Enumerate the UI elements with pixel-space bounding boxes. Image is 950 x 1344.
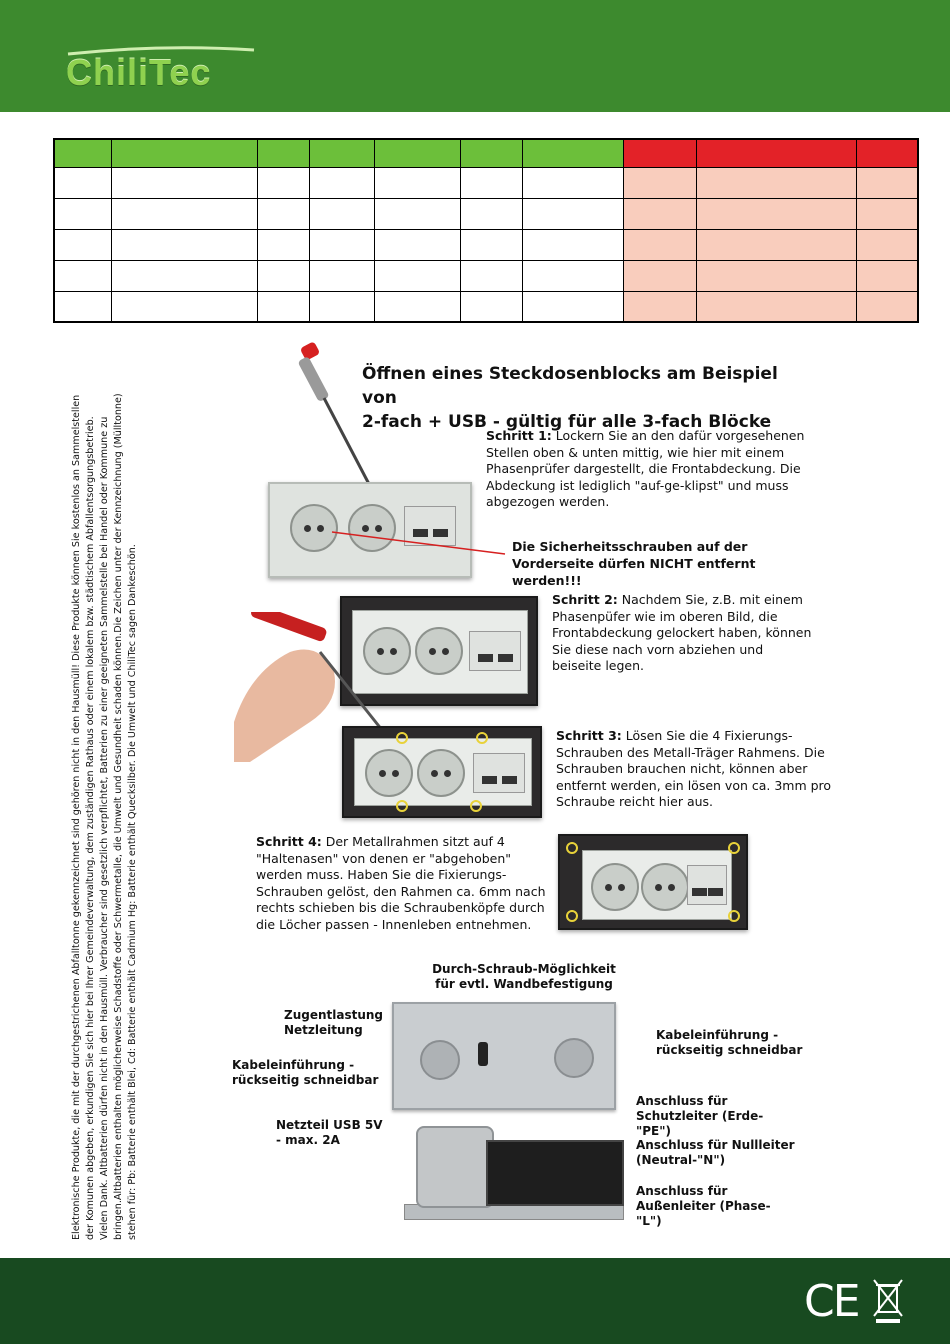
screw-marker-icon: [566, 910, 578, 922]
title-line-2: 2-fach + USB - gültig für alle 3-fach Blöcke: [362, 412, 772, 432]
crossed-bin-icon: [872, 1278, 904, 1324]
screw-marker-icon: [728, 910, 740, 922]
header-bar: [0, 0, 950, 112]
label-l: Anschluss für Außenleiter (Phase-"L"): [636, 1184, 771, 1228]
warning-text: Die Sicherheitsschrauben auf der Vorderseite dürfen NICHT entfernt werden!!!: [512, 539, 756, 588]
table-header-row: [54, 139, 918, 167]
step-2: Schritt 2: Nachdem Sie, z.B. mit einem Phasenpüfer wie im oberen Bild, die Frontabdeckung gelockert haben, können Sie diese nach vorn abziehen und beiseite legen.: [552, 592, 812, 673]
ce-mark: CE: [804, 1276, 859, 1327]
table-row: [54, 229, 918, 260]
screw-marker-icon: [470, 800, 482, 812]
brand-name: ChiliTec: [66, 52, 212, 93]
table-row: [54, 260, 918, 291]
inner-module: [396, 1124, 632, 1224]
label-netzteil: Netzteil USB 5V - max. 2A: [276, 1118, 383, 1147]
label-pe: Anschluss für Schutzleiter (Erde-"PE"): [636, 1094, 764, 1138]
screw-marker-icon: [566, 842, 578, 854]
arrow-icon: [330, 528, 510, 558]
table-row: [54, 291, 918, 322]
screw-marker-icon: [728, 842, 740, 854]
socket-block-screws: [342, 726, 542, 818]
screw-marker-icon: [476, 732, 488, 744]
step-4: Schritt 4: Der Metallrahmen sitzt auf 4 "Haltenasen" von denen er "abgehoben" werden muss. Haben Sie die Fixierungs-Schrauben gelöst, den Rahmen ca. 6mm nach rechts schieben bis die Schraubenköpfe durch die Löcher passen - Innenleben entnehmen.: [256, 834, 546, 932]
disposal-notice: Elektronische Produkte, die mit der durchgestrichenen Abfalltonne gekennzeichnet sind gehören nicht in den Hausmüll! Diese Produkte können Sie kostenlos an Sammelstellen der Komunen abgeben, erkundigen Sie sich hier bei Ihrer Gemeindeverwaltung, dem zuständigen Rathaus oder einem lokalem bzw. städtischem Abfallentsorgungsbetrieb. Vielen Dank. Altbatterien dürfen nicht in den Hausmüll. Verbraucher sind gesetzlich verpflichtet, Batterien zu einer geeigneten Sammelstelle bei Handel oder Kommune zu bringen.Altbatterien enthalten möglicherweise Schadstoffe oder Schwermetalle, die Umwelt und Gesundheit schaden können.Die Zeichen unter der Kennzeichnung (Mülltonne) stehen für: Pb: Batterie enthält Blei, Cd: Batterie enthält Cadmium Hg: Batterie enthält Quecksilber. Die Umwelt und ChiliTec sagen Dankeschön.: [71, 393, 138, 1240]
screw-marker-icon: [396, 732, 408, 744]
screwdriver-icon: [296, 340, 380, 490]
screw-marker-icon: [396, 800, 408, 812]
socket-block-frame: [558, 834, 748, 930]
chilitec-logo: [66, 52, 211, 94]
back-housing: [392, 1002, 616, 1110]
step-3: Schritt 3: Lösen Sie die 4 Fixierungs-Schrauben des Metall-Träger Rahmens. Die Schrauben brauchen nicht, können aber entfernt werden, ein lösen von ca. 3mm pro Schraube reicht hier aus.: [556, 728, 832, 809]
logo-swoosh-icon: [66, 46, 256, 56]
label-n: Anschluss für Nullleiter (Neutral-"N"): [636, 1138, 795, 1167]
table-row: [54, 167, 918, 198]
info-table: [53, 138, 919, 323]
label-zugentlastung: Zugentlastung Netzleitung: [284, 1008, 384, 1037]
table-row: [54, 198, 918, 229]
label-kabel-left: Kabeleinführung - rückseitig schneidbar: [232, 1058, 379, 1087]
label-durch-schraub: Durch-Schraub-Möglichkeit für evtl. Wandbefestigung: [432, 962, 616, 991]
title-line-1: Öffnen eines Steckdosenblocks am Beispiel von: [362, 364, 778, 408]
step-1: Schritt 1: Lockern Sie an den dafür vorgesehenen Stellen oben & unten mittig, wie hier mit einem Phasenprüfer dargestellt, die Frontabdeckung. Die Abdeckung ist lediglich "auf-ge-klipst" und muss abgezogen werden.: [486, 428, 805, 509]
label-kabel-right: Kabeleinführung - rückseitig schneidbar: [656, 1028, 803, 1057]
instruction-title: [362, 362, 802, 434]
